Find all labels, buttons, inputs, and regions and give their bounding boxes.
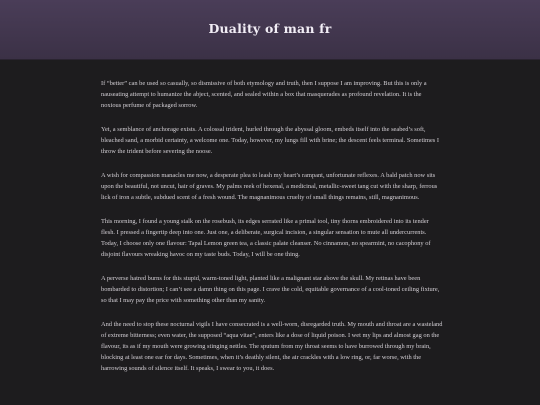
article-body [101,78,443,387]
page-title: Duality of man fr [208,21,332,36]
paragraph: This morning, I found a young stalk on the rosebush, its edges serrated like a primal tool, tiny thorns embroidered into its tender flesh. I pressed a fingertip deep into one. Just one, a deliberate, surgical incision, a singular sensation to mute all undercurrents. Today, I choose only one flavour: Tapal Lemon green tea, a classic palate cleanser. No cinnamon, no spearmint, no cacophony of disjoint flavours wreaking havoc on my taste buds. Today, I will be one thing. [101,218,431,258]
header-bar [0,0,540,60]
paragraph: A perverse hatred burns for this stupid, warm-toned light, planted like a malignant star above the skull. My retinas have been bombarded to distortion; I can’t see a damn thing on this page. I crave the cold, equitable governance of a cool-toned ceiling fixture, so that I may pay the price with something other than my sanity. [101,275,440,304]
paragraph: And the need to stop these nocturnal vigils I have consecrated is a well-worn, disregarded truth. My mouth and throat are a wasteland of extreme bitterness; even water, the supposed “aqua vitae”, enters like a dose of liquid poison. I wet my lips and almost gag on the flavour, its as if my mouth were growing stinging nettles. The sputum from my throat seems to have burrowed through my brain, blocking at least one ear for days. Sometimes, when it’s deathly silent, the air crackles with a low ring, or, far worse, with the harrowing sounds of silence itself. It speaks, I swear to you, it does. [101,321,443,372]
paragraph: A wish for compassion manacles me now, a desperate plea to leash my heart’s rampant, unfortunate reflexes. A bald patch now sits upon the beautiful, not uncut, hair of graves. My palms reek of hexenal, a medicinal, metallic-sweet tang cut with the sharp, ferrous lick of iron a subtle, subdued scent of a fresh wound. The magnanimous cruelty of small things remains, still, magnanimous. [101,172,438,201]
paragraph: Yet, a semblance of anchorage exists. A colossal trident, hurled through the abyssal gloom, embeds itself into the seabed’s soft, bleached sand, a morbid certainty, a welcome one. Today, however, my lungs fill with brine; the descent feels terminal. Sometimes I throw the trident before severing the noose. [101,126,440,155]
paragraph: If “better” can be used so casually, so dismissive of both etymology and truth, then I suppose I am improving. But this is only a nauseating attempt to humanize the abject, scented, and sealed within a box that masquerades as profound revelation. It is the noxious perfume of packaged sorrow. [101,80,427,109]
